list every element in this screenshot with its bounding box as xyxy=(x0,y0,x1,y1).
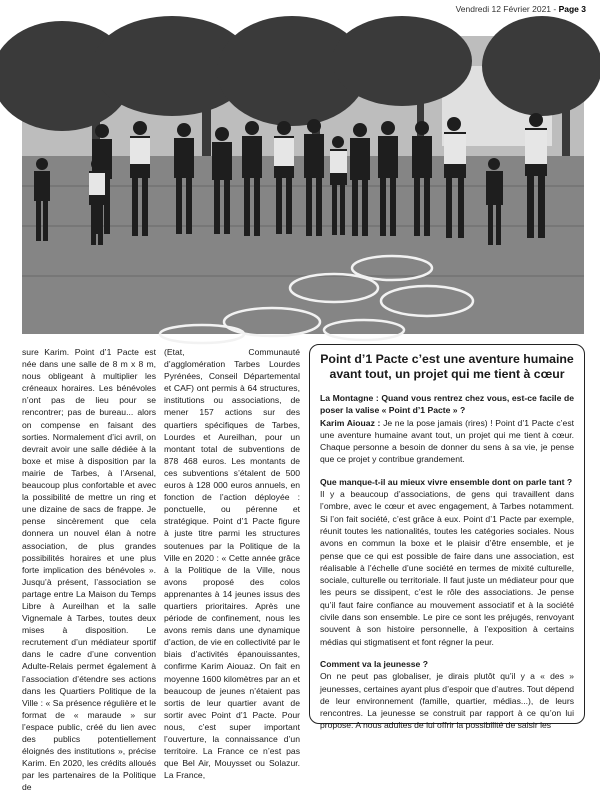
interview-answer xyxy=(320,417,574,466)
interview-answer: Il y a beaucoup d’associations, de gens qui travaillent dans l’ombre, avec le cœur et avec engagement, à Tarbes notamment. Si l’on fait société, c’est grâce à eux. Point d’1 Pacte par exemple, réunit toutes les nationalités, toutes les catégories sociales. Nous avons en commun la boxe et le plaisir d’être ensemble, et je pense que ce qui est possible de faire dans une association, est réalisable à l’échelle d’une société en termes de mixité culturelle, sociale, culturelle ou territoriale. Il faut juste un médiateur pour que les peurs se dissipent, c’est le rôle des associations. Je pense qu’il faut faire confiance au mouvement associatif et à la société civile dans son ensemble. Le pire ce sont les préjugés, renvoyant souvent à son histoire personnelle, à l’exposition à certains médias qui stigmatisent et font régner la peur. xyxy=(320,489,574,647)
article-paragraph: (Etat, Communauté d’agglomération Tarbes Lourdes Pyrénées, Conseil Départemental et CAF) ont permis à 64 structures, institutions ou associations, de mener 157 actions sur des quartiers spécifiques de Tarbes, Lourdes et Aureilhan, pour un montant total de subventions de 878 468 euros. Les montants de ces subventions s’étalent de 500 euros à 128 000 euros annuels, en fonction de l’action déployée : ponctuelle, ou pérenne et stratégique. Point d’1 Pacte figure à juste titre parmi les structures soutenues par la Politique de la Ville en 2020 : « Cette année grâce à la Politique de la Ville, nous avons proposé des colos apprenantes à 14 jeunes issus des quartiers prioritaires. Après une période de confinement, nous les avons remis dans une dynamique d’action, de vie en collectivité par le biais d’activités épanouissantes, confirme Karim Aiouaz. On fait en moyenne 1600 kilomètres par an et beaucoup de jeunes n’étaient pas sortis de leur quartier avant de sortir avec Point d’1 Pacte. Pour nous, c’est super important l’ouverture, la connaissance d’un territoire. La France ce n’est pas que Bel Air, Mouysset ou Solazur. La France, xyxy=(164,347,300,781)
interview-speaker: Karim Aiouaz : xyxy=(320,417,381,428)
interview-answer-text: Je ne la pose jamais (rires) ! Point d’1 Pacte c’est une aventure humaine avant tout, un projet qui me tient à cœur. Chaque personne a besoin de donner du sens à sa vie, je pense que ce projet y contribue grandement. xyxy=(320,417,574,465)
issue-date: Vendredi 12 Février 2021 xyxy=(455,4,552,14)
interview-box xyxy=(309,344,585,731)
group-photo xyxy=(22,36,584,334)
page-number: Page 3 xyxy=(558,4,586,14)
header-separator: - xyxy=(551,4,559,14)
article-column-2 xyxy=(164,346,300,781)
article-column-1 xyxy=(22,346,156,793)
article-paragraph: sure Karim. Point d’1 Pacte est née dans une salle de 8 m x 8 m, nous obligeant à multiplier les créneaux horaires. Les bénévoles n’ont pas de lieu pour se rencontrer; pas de bureau... alors on compense en faisant des sorties. Normalement d’ici avril, on devrait avoir une salle dédiée à la boxe et mise à disposition par la mairie de Tarbes, à l’Arsenal, beaucoup plus confortable et avec la possibilité de mettre un ring et une dizaine de sacs de frappe. Je pense sincèrement que cela donnera un nouvel élan à notre association, de plus grandes possibilités horaires et une plus forte implication des bénévoles ». Jusqu’à présent, l’association se partage entre La Maison du Temps Libre à Aureilhan et la salle Vignemale à Tarbes, toutes deux mises à disposition. Le recrutement d’un médiateur sportif dans le cadre d’une convention Adulte-Relais permet également à l’association d’étendre ses actions dans les Quartiers Politique de la Ville : « Sa présence régulière et le format de « maraude » sur l’espace public, créé du lien avec des publics potentiellement éloignés des institutions », précise Karim. En 2020, les crédits alloués par les partenaires de la Politique de xyxy=(22,347,156,793)
interview-answer: On ne peut pas globaliser, je dirais plutôt qu’il y a « des » jeunesses, certaines ayant plus d’espoir que d’autres. Tout dépend de leur environnement (famille, quartier, médias...), de leurs rencontres. La jeunesse se construit par rapport à ce qu’on lui propose. A nous adultes de lui offrir la possibilité de saisir les xyxy=(320,671,575,731)
interview-question: La Montagne : Quand vous rentrez chez vous, est-ce facile de poser la valise « Point d’1 Pacte » ? xyxy=(320,393,574,416)
interview-question: Comment va la jeunesse ? xyxy=(320,658,428,669)
interview-title: Point d’1 Pacte c’est une aventure humaine avant tout, un projet qui me tient à cœur xyxy=(320,352,574,381)
interview-question: Que manque-t-il au mieux vivre ensemble dont on parle tant ? xyxy=(320,476,573,487)
page-header xyxy=(456,4,586,14)
group-photo-illustration xyxy=(22,36,584,334)
